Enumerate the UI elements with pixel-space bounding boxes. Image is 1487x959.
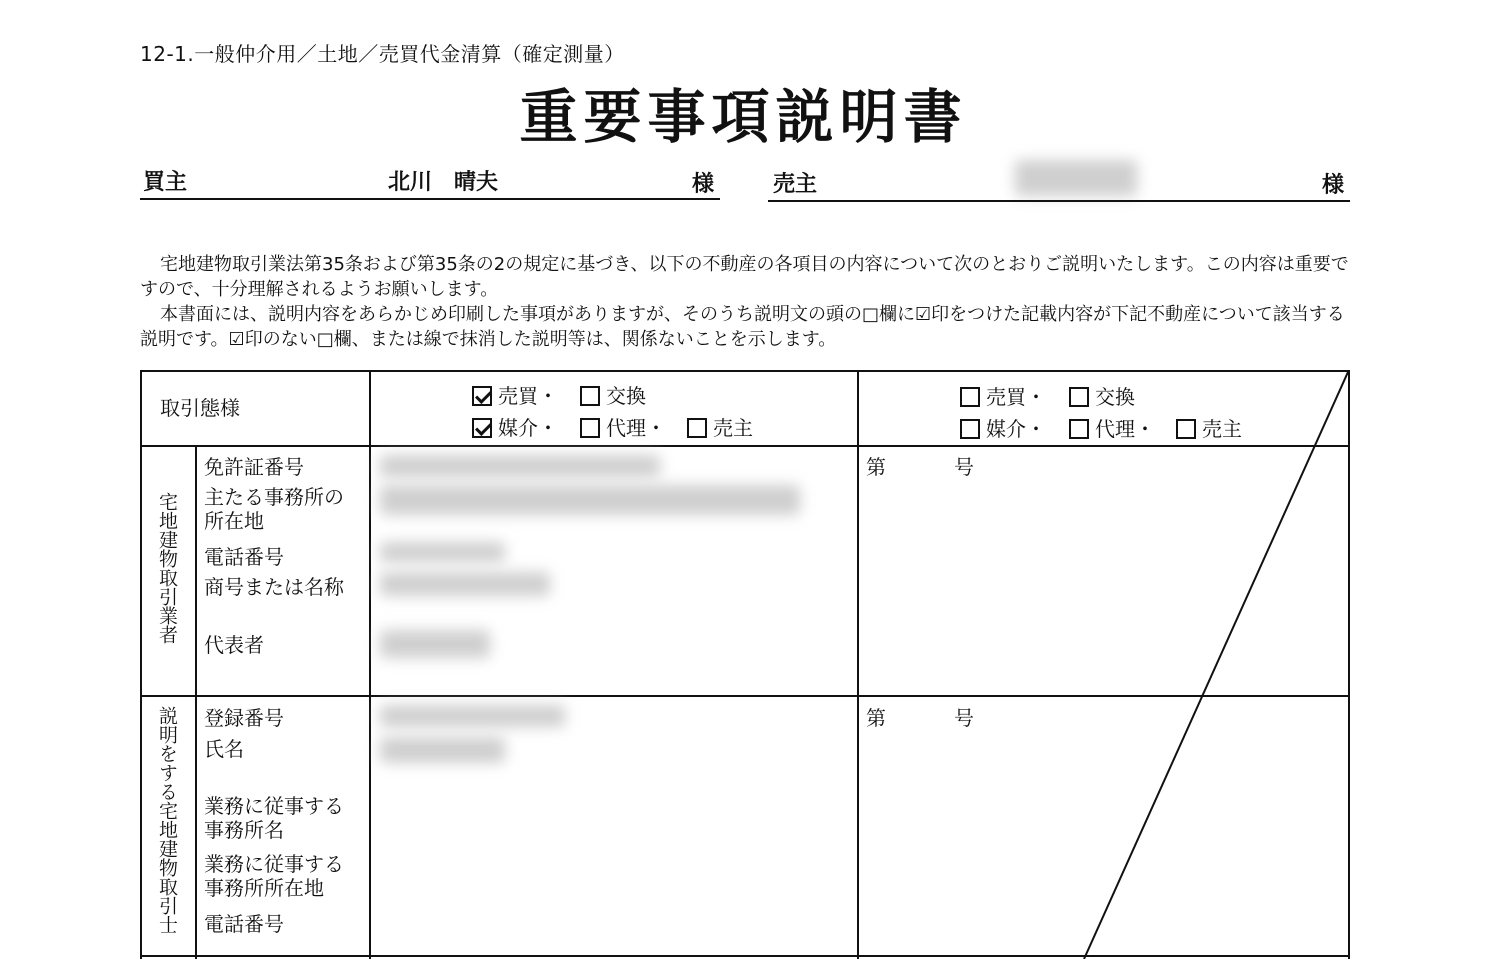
representative-redacted	[380, 630, 490, 658]
buyer-honorific: 様	[692, 172, 715, 197]
page-title: 重要事項説明書	[519, 83, 968, 151]
right-option-agency[interactable]: 代理・	[1069, 413, 1155, 442]
seller-underline	[768, 200, 1350, 202]
right-option-sale[interactable]: 売買・	[960, 381, 1046, 410]
right-license-dai: 第	[866, 455, 886, 479]
right-license-go: 号	[954, 455, 974, 479]
left-option-brokerage[interactable]: 媒介・	[472, 412, 558, 441]
license-number-label: 免許証番号	[204, 455, 304, 479]
checkbox-unchecked[interactable]	[960, 419, 980, 439]
document-code: 12-1.一般仲介用／土地／売買代金清算（確定測量）	[140, 42, 625, 66]
registration-number-redacted	[380, 705, 565, 727]
table-left-border	[140, 370, 142, 959]
intro-paragraph-2: 本書面には、説明内容をあらかじめ印刷した事項がありますが、そのうち説明文の頭の□欄に☑印をつけた記載内容が下記不動産について該当する説明です。☑印のない□欄、または線で抹消した説明等は、関係ないことを示します。	[140, 304, 1345, 350]
checkbox-unchecked[interactable]	[1069, 387, 1089, 407]
strike-through-line	[1080, 372, 1350, 959]
checkbox-unchecked[interactable]	[580, 386, 600, 406]
office-name-label-2: 事務所名	[204, 818, 284, 842]
seller-honorific: 様	[1322, 173, 1345, 198]
broker-section-label: 宅地建物取引業者	[156, 492, 178, 644]
buyer-underline	[140, 198, 720, 200]
checkbox-unchecked[interactable]	[1176, 419, 1196, 439]
intro-text	[140, 252, 1350, 352]
buyer-name: 北川 晴夫	[388, 170, 499, 195]
table-label-divider	[369, 370, 371, 959]
checkbox-checked[interactable]	[472, 418, 492, 438]
table-center-divider	[857, 370, 859, 959]
main-office-address-label: 所在地	[204, 509, 264, 533]
checkbox-unchecked[interactable]	[1069, 419, 1089, 439]
checkbox-unchecked[interactable]	[960, 387, 980, 407]
left-option-sale[interactable]: 売買・	[472, 380, 558, 409]
right-option-exchange[interactable]: 交換	[1069, 381, 1135, 410]
registration-number-label: 登録番号	[204, 706, 284, 730]
seller-name-redacted	[1015, 160, 1137, 196]
specialist-name-redacted	[380, 737, 505, 763]
phone-number-label: 電話番号	[204, 545, 284, 569]
main-office-label: 主たる事務所の	[204, 485, 344, 509]
buyer-label: 買主	[143, 170, 188, 195]
address-redacted	[380, 485, 800, 515]
license-number-redacted	[380, 455, 660, 477]
seller-label: 売主	[773, 172, 818, 197]
transaction-type-label: 取引態様	[160, 396, 240, 420]
checkbox-unchecked[interactable]	[580, 418, 600, 438]
phone-redacted	[380, 542, 505, 562]
specialist-section-label: 説明をする宅地建物取引士	[156, 706, 178, 934]
office-address-label-2: 事務所所在地	[204, 876, 324, 900]
left-option-seller[interactable]: 売主	[687, 412, 753, 441]
intro-paragraph-1: 宅地建物取引業法第35条および第35条の2の規定に基づき、以下の不動産の各項目の内容について次のとおりご説明いたします。この内容は重要ですので、十分理解されるようお願いします。	[140, 254, 1349, 300]
office-name-label-1: 業務に従事する	[204, 794, 344, 818]
table-vlabel-divider	[195, 445, 197, 959]
representative-label: 代表者	[204, 633, 264, 657]
specialist-phone-label: 電話番号	[204, 912, 284, 936]
checkbox-unchecked[interactable]	[687, 418, 707, 438]
name-label: 氏名	[204, 737, 244, 761]
office-address-label-1: 業務に従事する	[204, 852, 344, 876]
left-option-exchange[interactable]: 交換	[580, 380, 646, 409]
right-option-seller[interactable]: 売主	[1176, 413, 1242, 442]
trade-name-redacted	[380, 572, 550, 596]
trade-name-label: 商号または名称	[204, 575, 344, 599]
right-registration-dai: 第	[866, 706, 886, 730]
right-registration-go: 号	[954, 706, 974, 730]
right-option-brokerage[interactable]: 媒介・	[960, 413, 1046, 442]
checkbox-checked[interactable]	[472, 386, 492, 406]
left-option-agency[interactable]: 代理・	[580, 412, 666, 441]
